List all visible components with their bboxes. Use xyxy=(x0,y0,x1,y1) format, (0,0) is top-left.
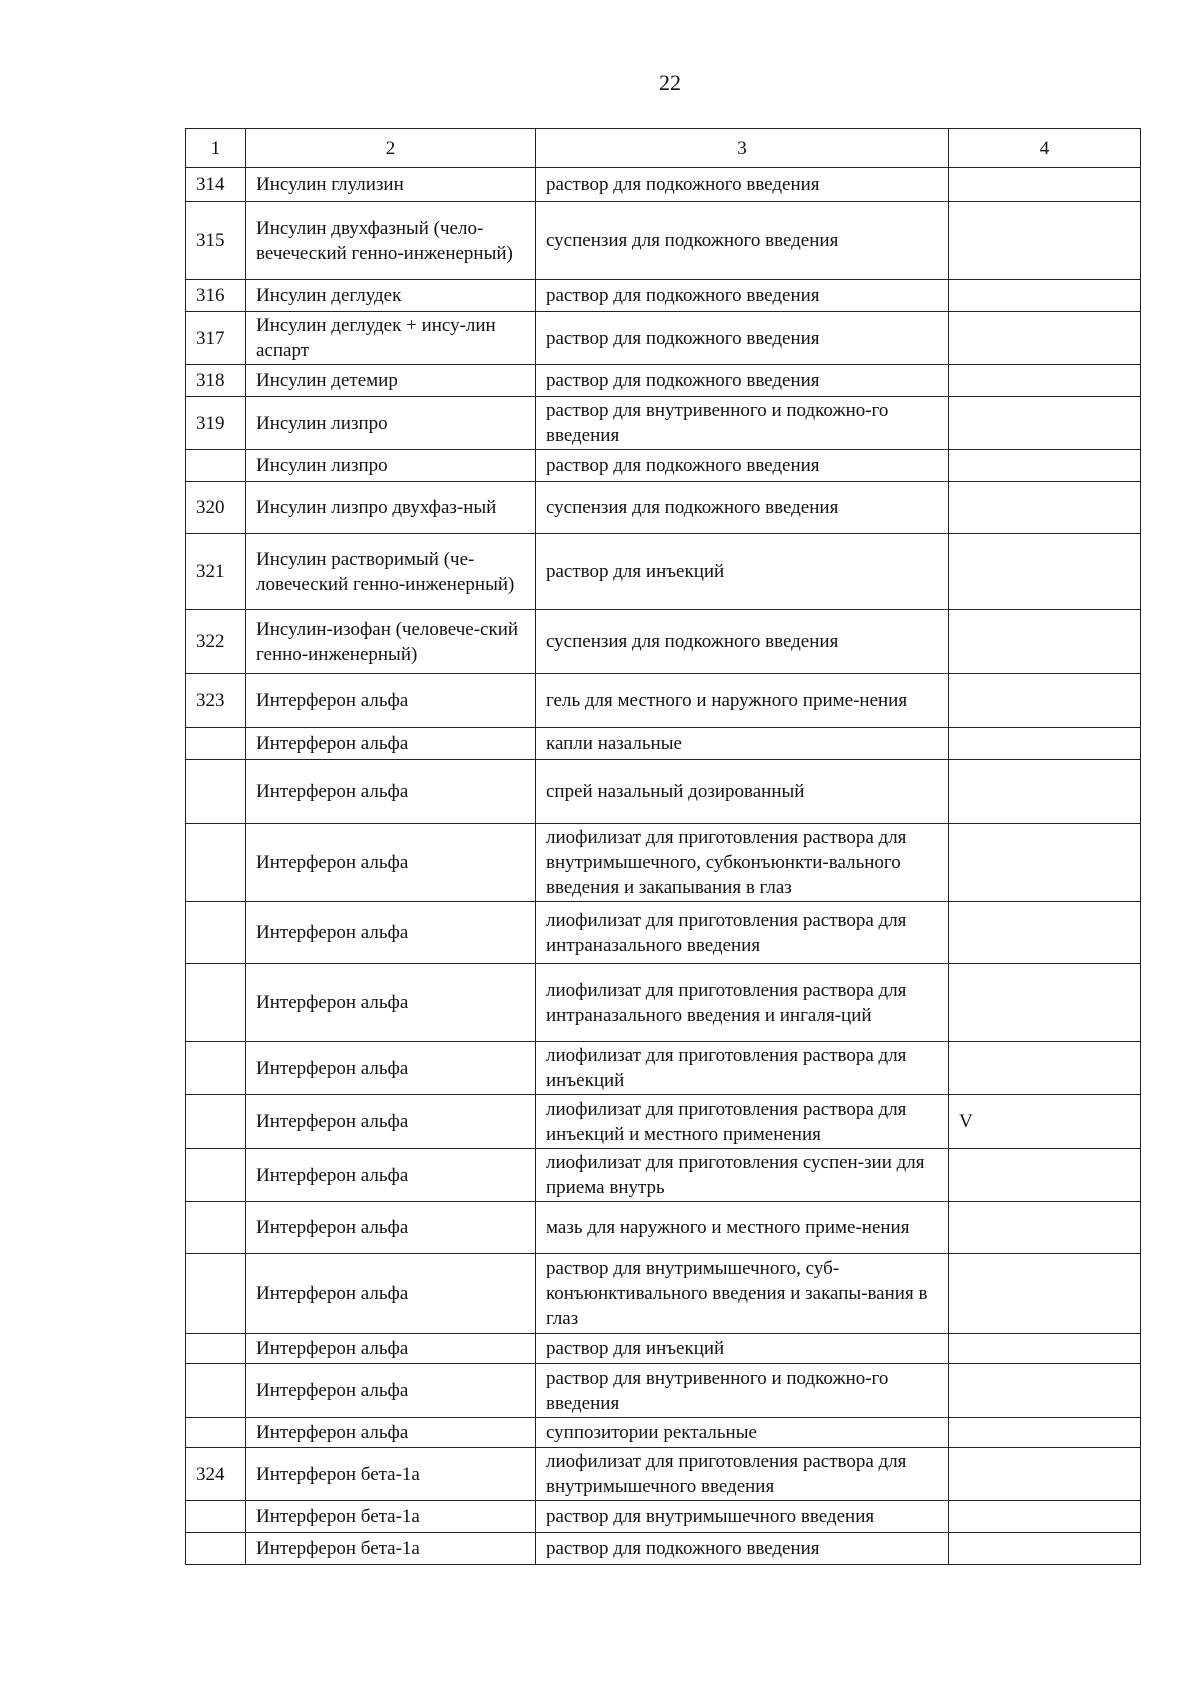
row-number-cell: 318 xyxy=(186,365,246,397)
row-number-cell: 317 xyxy=(186,312,246,365)
drug-name-cell: Интерферон альфа xyxy=(246,902,536,964)
table-body xyxy=(186,168,1141,1565)
header-col-2: 2 xyxy=(246,129,536,168)
row-number-cell xyxy=(186,1149,246,1202)
drug-name-cell: Интерферон альфа xyxy=(246,728,536,760)
mark-cell xyxy=(949,1149,1141,1202)
drug-name-cell: Интерферон альфа xyxy=(246,1149,536,1202)
drug-name-cell: Инсулин двухфазный (чело-вечеческий генно-инженерный) xyxy=(246,202,536,280)
table-row xyxy=(186,728,1141,760)
row-number-cell xyxy=(186,1533,246,1565)
row-number-cell xyxy=(186,824,246,902)
row-number-cell: 324 xyxy=(186,1448,246,1501)
mark-cell xyxy=(949,1501,1141,1533)
row-number-cell xyxy=(186,1042,246,1095)
drug-name-cell: Интерферон бета-1а xyxy=(246,1533,536,1565)
mark-cell xyxy=(949,534,1141,610)
page-number: 22 xyxy=(659,70,681,95)
table-row xyxy=(186,610,1141,674)
table-row xyxy=(186,1202,1141,1254)
mark-cell xyxy=(949,168,1141,202)
medication-table xyxy=(185,128,1141,1565)
table-row xyxy=(186,1418,1141,1448)
dosage-form-cell: раствор для подкожного введения xyxy=(536,1533,949,1565)
table-row xyxy=(186,1095,1141,1149)
row-number-cell xyxy=(186,902,246,964)
mark-cell xyxy=(949,760,1141,824)
table-row xyxy=(186,482,1141,534)
drug-name-cell: Инсулин растворимый (че-ловеческий генно-инженерный) xyxy=(246,534,536,610)
dosage-form-cell: раствор для внутривенного и подкожно-го введения xyxy=(536,397,949,450)
row-number-cell xyxy=(186,1202,246,1254)
row-number-cell xyxy=(186,1418,246,1448)
mark-cell xyxy=(949,728,1141,760)
dosage-form-cell: суспензия для подкожного введения xyxy=(536,202,949,280)
drug-name-cell: Интерферон альфа xyxy=(246,674,536,728)
mark-cell xyxy=(949,1533,1141,1565)
drug-name-cell: Интерферон бета-1а xyxy=(246,1501,536,1533)
drug-name-cell: Интерферон альфа xyxy=(246,964,536,1042)
table-row xyxy=(186,902,1141,964)
table-row xyxy=(186,824,1141,902)
dosage-form-cell: раствор для подкожного введения xyxy=(536,280,949,312)
mark-cell xyxy=(949,1364,1141,1418)
drug-name-cell: Интерферон альфа xyxy=(246,1202,536,1254)
mark-cell xyxy=(949,1042,1141,1095)
mark-cell xyxy=(949,1254,1141,1334)
header-row xyxy=(186,129,1141,168)
dosage-form-cell: лиофилизат для приготовления раствора для внутримышечного, субконъюнкти-вального введения и закапывания в глаз xyxy=(536,824,949,902)
drug-name-cell: Интерферон альфа xyxy=(246,1334,536,1364)
dosage-form-cell: мазь для наружного и местного приме-нения xyxy=(536,1202,949,1254)
drug-name-cell: Интерферон альфа xyxy=(246,1364,536,1418)
mark-cell xyxy=(949,1334,1141,1364)
row-number-cell xyxy=(186,1095,246,1149)
table-row xyxy=(186,1501,1141,1533)
dosage-form-cell: раствор для внутривенного и подкожно-го введения xyxy=(536,1364,949,1418)
mark-cell xyxy=(949,202,1141,280)
dosage-form-cell: суспензия для подкожного введения xyxy=(536,482,949,534)
dosage-form-cell: лиофилизат для приготовления раствора для внутримышечного введения xyxy=(536,1448,949,1501)
table-row xyxy=(186,964,1141,1042)
mark-cell xyxy=(949,902,1141,964)
mark-cell xyxy=(949,1202,1141,1254)
mark-cell xyxy=(949,482,1141,534)
table-row xyxy=(186,1364,1141,1418)
mark-cell xyxy=(949,964,1141,1042)
row-number-cell xyxy=(186,728,246,760)
drug-name-cell: Инсулин деглудек + инсу-лин аспарт xyxy=(246,312,536,365)
table-row xyxy=(186,280,1141,312)
drug-name-cell: Интерферон альфа xyxy=(246,824,536,902)
dosage-form-cell: гель для местного и наружного приме-нения xyxy=(536,674,949,728)
mark-cell xyxy=(949,312,1141,365)
header-col-3: 3 xyxy=(536,129,949,168)
table-row xyxy=(186,1448,1141,1501)
table-row xyxy=(186,312,1141,365)
row-number-cell: 320 xyxy=(186,482,246,534)
mark-cell xyxy=(949,824,1141,902)
table-row xyxy=(186,1149,1141,1202)
mark-cell xyxy=(949,610,1141,674)
mark-cell xyxy=(949,674,1141,728)
dosage-form-cell: спрей назальный дозированный xyxy=(536,760,949,824)
mark-cell: V xyxy=(949,1095,1141,1149)
drug-name-cell: Интерферон альфа xyxy=(246,1095,536,1149)
table-row xyxy=(186,674,1141,728)
mark-cell xyxy=(949,1418,1141,1448)
dosage-form-cell: лиофилизат для приготовления раствора для инъекций и местного применения xyxy=(536,1095,949,1149)
row-number-cell: 322 xyxy=(186,610,246,674)
table-row xyxy=(186,760,1141,824)
row-number-cell xyxy=(186,450,246,482)
row-number-cell: 314 xyxy=(186,168,246,202)
drug-name-cell: Интерферон альфа xyxy=(246,1418,536,1448)
table-row xyxy=(186,1254,1141,1334)
table-row xyxy=(186,450,1141,482)
drug-name-cell: Интерферон альфа xyxy=(246,1254,536,1334)
dosage-form-cell: капли назальные xyxy=(536,728,949,760)
mark-cell xyxy=(949,365,1141,397)
dosage-form-cell: раствор для инъекций xyxy=(536,1334,949,1364)
header-col-1: 1 xyxy=(186,129,246,168)
dosage-form-cell: лиофилизат для приготовления суспен-зии для приема внутрь xyxy=(536,1149,949,1202)
mark-cell xyxy=(949,397,1141,450)
table-row xyxy=(186,1334,1141,1364)
dosage-form-cell: суппозитории ректальные xyxy=(536,1418,949,1448)
row-number-cell: 321 xyxy=(186,534,246,610)
table-row xyxy=(186,1042,1141,1095)
table-row xyxy=(186,168,1141,202)
row-number-cell: 319 xyxy=(186,397,246,450)
drug-name-cell: Инсулин глулизин xyxy=(246,168,536,202)
dosage-form-cell: раствор для внутримышечного, суб-конъюнктивального введения и закапы-вания в глаз xyxy=(536,1254,949,1334)
drug-name-cell: Инсулин лизпро xyxy=(246,450,536,482)
dosage-form-cell: лиофилизат для приготовления раствора для интраназального введения и ингаля-ций xyxy=(536,964,949,1042)
row-number-cell xyxy=(186,1334,246,1364)
dosage-form-cell: раствор для внутримышечного введения xyxy=(536,1501,949,1533)
drug-name-cell: Интерферон альфа xyxy=(246,760,536,824)
table-row xyxy=(186,534,1141,610)
table-row xyxy=(186,202,1141,280)
drug-name-cell: Интерферон бета-1а xyxy=(246,1448,536,1501)
drug-name-cell: Инсулин-изофан (человече-ский генно-инженерный) xyxy=(246,610,536,674)
row-number-cell xyxy=(186,760,246,824)
row-number-cell: 315 xyxy=(186,202,246,280)
drug-name-cell: Инсулин лизпро двухфаз-ный xyxy=(246,482,536,534)
drug-name-cell: Инсулин детемир xyxy=(246,365,536,397)
dosage-form-cell: лиофилизат для приготовления раствора для инъекций xyxy=(536,1042,949,1095)
row-number-cell xyxy=(186,1254,246,1334)
row-number-cell: 316 xyxy=(186,280,246,312)
row-number-cell xyxy=(186,1364,246,1418)
dosage-form-cell: раствор для подкожного введения xyxy=(536,168,949,202)
row-number-cell: 323 xyxy=(186,674,246,728)
table-row xyxy=(186,365,1141,397)
dosage-form-cell: раствор для подкожного введения xyxy=(536,450,949,482)
mark-cell xyxy=(949,450,1141,482)
mark-cell xyxy=(949,280,1141,312)
table-row xyxy=(186,1533,1141,1565)
row-number-cell xyxy=(186,1501,246,1533)
drug-name-cell: Интерферон альфа xyxy=(246,1042,536,1095)
row-number-cell xyxy=(186,964,246,1042)
dosage-form-cell: суспензия для подкожного введения xyxy=(536,610,949,674)
mark-cell xyxy=(949,1448,1141,1501)
dosage-form-cell: лиофилизат для приготовления раствора для интраназального введения xyxy=(536,902,949,964)
dosage-form-cell: раствор для инъекций xyxy=(536,534,949,610)
drug-name-cell: Инсулин лизпро xyxy=(246,397,536,450)
dosage-form-cell: раствор для подкожного введения xyxy=(536,312,949,365)
drug-name-cell: Инсулин деглудек xyxy=(246,280,536,312)
dosage-form-cell: раствор для подкожного введения xyxy=(536,365,949,397)
header-col-4: 4 xyxy=(949,129,1141,168)
table-row xyxy=(186,397,1141,450)
